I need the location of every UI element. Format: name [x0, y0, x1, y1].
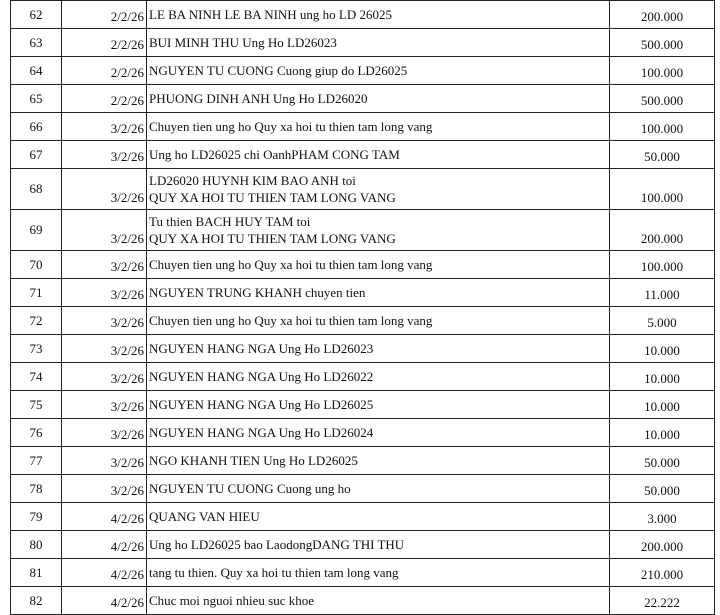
table-row — [11, 447, 715, 475]
row-number: 62 — [11, 1, 62, 29]
row-description — [147, 503, 610, 531]
description-line: QUY XA HOI TU THIEN TAM LONG VANG — [149, 231, 396, 246]
row-description — [147, 85, 610, 113]
table-row — [11, 503, 715, 531]
row-date: 2/2/26 — [62, 29, 147, 57]
row-description — [147, 279, 610, 307]
row-description — [147, 210, 610, 251]
row-date: 2/2/26 — [62, 85, 147, 113]
row-description — [147, 559, 610, 587]
table-row — [11, 279, 715, 307]
row-date: 3/2/26 — [62, 335, 147, 363]
row-number: 72 — [11, 307, 62, 335]
row-amount: 100.000 — [610, 113, 715, 141]
row-number: 79 — [11, 503, 62, 531]
row-amount: 50.000 — [610, 141, 715, 169]
row-date: 4/2/26 — [62, 503, 147, 531]
row-number: 67 — [11, 141, 62, 169]
row-date: 2/2/26 — [62, 1, 147, 29]
row-amount: 100.000 — [610, 251, 715, 279]
row-number: 63 — [11, 29, 62, 57]
row-number: 66 — [11, 113, 62, 141]
row-number: 82 — [11, 587, 62, 615]
description-line: Chuyen tien ung ho Quy xa hoi tu thien tam long vang — [149, 257, 433, 272]
row-date: 3/2/26 — [62, 419, 147, 447]
row-amount: 3.000 — [610, 503, 715, 531]
description-line: NGUYEN TRUNG KHANH chuyen tien — [149, 285, 366, 300]
row-date: 3/2/26 — [62, 210, 147, 251]
table-row — [11, 251, 715, 279]
row-number: 69 — [11, 210, 62, 251]
row-amount: 50.000 — [610, 447, 715, 475]
row-date: 3/2/26 — [62, 141, 147, 169]
row-amount: 200.000 — [610, 1, 715, 29]
row-number: 73 — [11, 335, 62, 363]
row-number: 65 — [11, 85, 62, 113]
row-number: 75 — [11, 391, 62, 419]
row-description — [147, 251, 610, 279]
row-description — [147, 531, 610, 559]
row-number: 68 — [11, 169, 62, 210]
table-row — [11, 335, 715, 363]
row-number: 70 — [11, 251, 62, 279]
row-date: 3/2/26 — [62, 113, 147, 141]
row-amount: 500.000 — [610, 29, 715, 57]
description-line: Ung ho LD26025 bao LaodongDANG THI THU — [149, 537, 405, 552]
row-number: 76 — [11, 419, 62, 447]
row-description — [147, 307, 610, 335]
row-amount: 10.000 — [610, 335, 715, 363]
description-line: NGUYEN TU CUONG Cuong giup do LD26025 — [149, 63, 408, 78]
row-amount: 210.000 — [610, 559, 715, 587]
description-line: PHUONG DINH ANH Ung Ho LD26020 — [149, 91, 368, 106]
table-row — [11, 169, 715, 210]
description-line: LD26020 HUYNH KIM BAO ANH toi — [149, 173, 356, 188]
row-description — [147, 419, 610, 447]
row-description — [147, 363, 610, 391]
row-date: 3/2/26 — [62, 475, 147, 503]
row-amount: 500.000 — [610, 85, 715, 113]
row-date: 4/2/26 — [62, 559, 147, 587]
description-line: LE BA NINH LE BA NINH ung ho LD 26025 — [149, 7, 393, 22]
row-amount: 5.000 — [610, 307, 715, 335]
row-number: 78 — [11, 475, 62, 503]
table-row — [11, 419, 715, 447]
row-number: 80 — [11, 531, 62, 559]
table-row — [11, 475, 715, 503]
row-number: 74 — [11, 363, 62, 391]
description-line: NGUYEN HANG NGA Ung Ho LD26024 — [149, 425, 374, 440]
description-line: NGO KHANH TIEN Ung Ho LD26025 — [149, 453, 358, 468]
row-date: 3/2/26 — [62, 447, 147, 475]
row-amount: 11.000 — [610, 279, 715, 307]
row-description — [147, 141, 610, 169]
row-description — [147, 475, 610, 503]
description-line: QUANG VAN HIEU — [149, 509, 260, 524]
row-number: 77 — [11, 447, 62, 475]
row-description — [147, 29, 610, 57]
row-description — [147, 169, 610, 210]
table-row — [11, 363, 715, 391]
row-number: 64 — [11, 57, 62, 85]
description-line: Chuyen tien ung ho Quy xa hoi tu thien tam long vang — [149, 119, 433, 134]
description-line: Chuc moi nguoi nhieu suc khoe — [149, 593, 315, 608]
description-line: NGUYEN HANG NGA Ung Ho LD26022 — [149, 369, 374, 384]
row-amount: 22.222 — [610, 587, 715, 615]
row-number: 81 — [11, 559, 62, 587]
row-amount: 10.000 — [610, 419, 715, 447]
description-line: Tu thien BACH HUY TAM toi — [149, 214, 311, 229]
description-line: NGUYEN HANG NGA Ung Ho LD26023 — [149, 341, 374, 356]
row-description — [147, 587, 610, 615]
table-row — [11, 85, 715, 113]
donation-table — [10, 0, 715, 615]
description-line: Ung ho LD26025 chi OanhPHAM CONG TAM — [149, 147, 400, 162]
row-amount: 50.000 — [610, 475, 715, 503]
table-row — [11, 531, 715, 559]
table-row — [11, 307, 715, 335]
row-date: 3/2/26 — [62, 391, 147, 419]
table-row — [11, 1, 715, 29]
row-description — [147, 113, 610, 141]
table-row — [11, 559, 715, 587]
table-row — [11, 587, 715, 615]
table-row — [11, 210, 715, 251]
row-amount: 200.000 — [610, 210, 715, 251]
row-date: 3/2/26 — [62, 169, 147, 210]
table-row — [11, 141, 715, 169]
table-row — [11, 391, 715, 419]
row-date: 4/2/26 — [62, 587, 147, 615]
row-date: 3/2/26 — [62, 307, 147, 335]
row-number: 71 — [11, 279, 62, 307]
row-date: 3/2/26 — [62, 363, 147, 391]
row-description — [147, 447, 610, 475]
row-amount: 10.000 — [610, 391, 715, 419]
row-amount: 100.000 — [610, 169, 715, 210]
ledger-body — [11, 0, 715, 615]
row-amount: 200.000 — [610, 531, 715, 559]
description-line: BUI MINH THU Ung Ho LD26023 — [149, 35, 337, 50]
description-line: NGUYEN TU CUONG Cuong ung ho — [149, 481, 351, 496]
table-row — [11, 57, 715, 85]
description-line: tang tu thien. Quy xa hoi tu thien tam long vang — [149, 565, 399, 580]
description-line: NGUYEN HANG NGA Ung Ho LD26025 — [149, 397, 374, 412]
row-description — [147, 335, 610, 363]
row-date: 4/2/26 — [62, 531, 147, 559]
row-amount: 10.000 — [610, 363, 715, 391]
row-date: 3/2/26 — [62, 279, 147, 307]
row-description — [147, 57, 610, 85]
row-description — [147, 391, 610, 419]
description-line: Chuyen tien ung ho Quy xa hoi tu thien tam long vang — [149, 313, 433, 328]
row-amount: 100.000 — [610, 57, 715, 85]
table-row — [11, 113, 715, 141]
row-date: 2/2/26 — [62, 57, 147, 85]
row-description — [147, 1, 610, 29]
row-date: 3/2/26 — [62, 251, 147, 279]
table-row — [11, 29, 715, 57]
description-line: QUY XA HOI TU THIEN TAM LONG VANG — [149, 190, 396, 205]
